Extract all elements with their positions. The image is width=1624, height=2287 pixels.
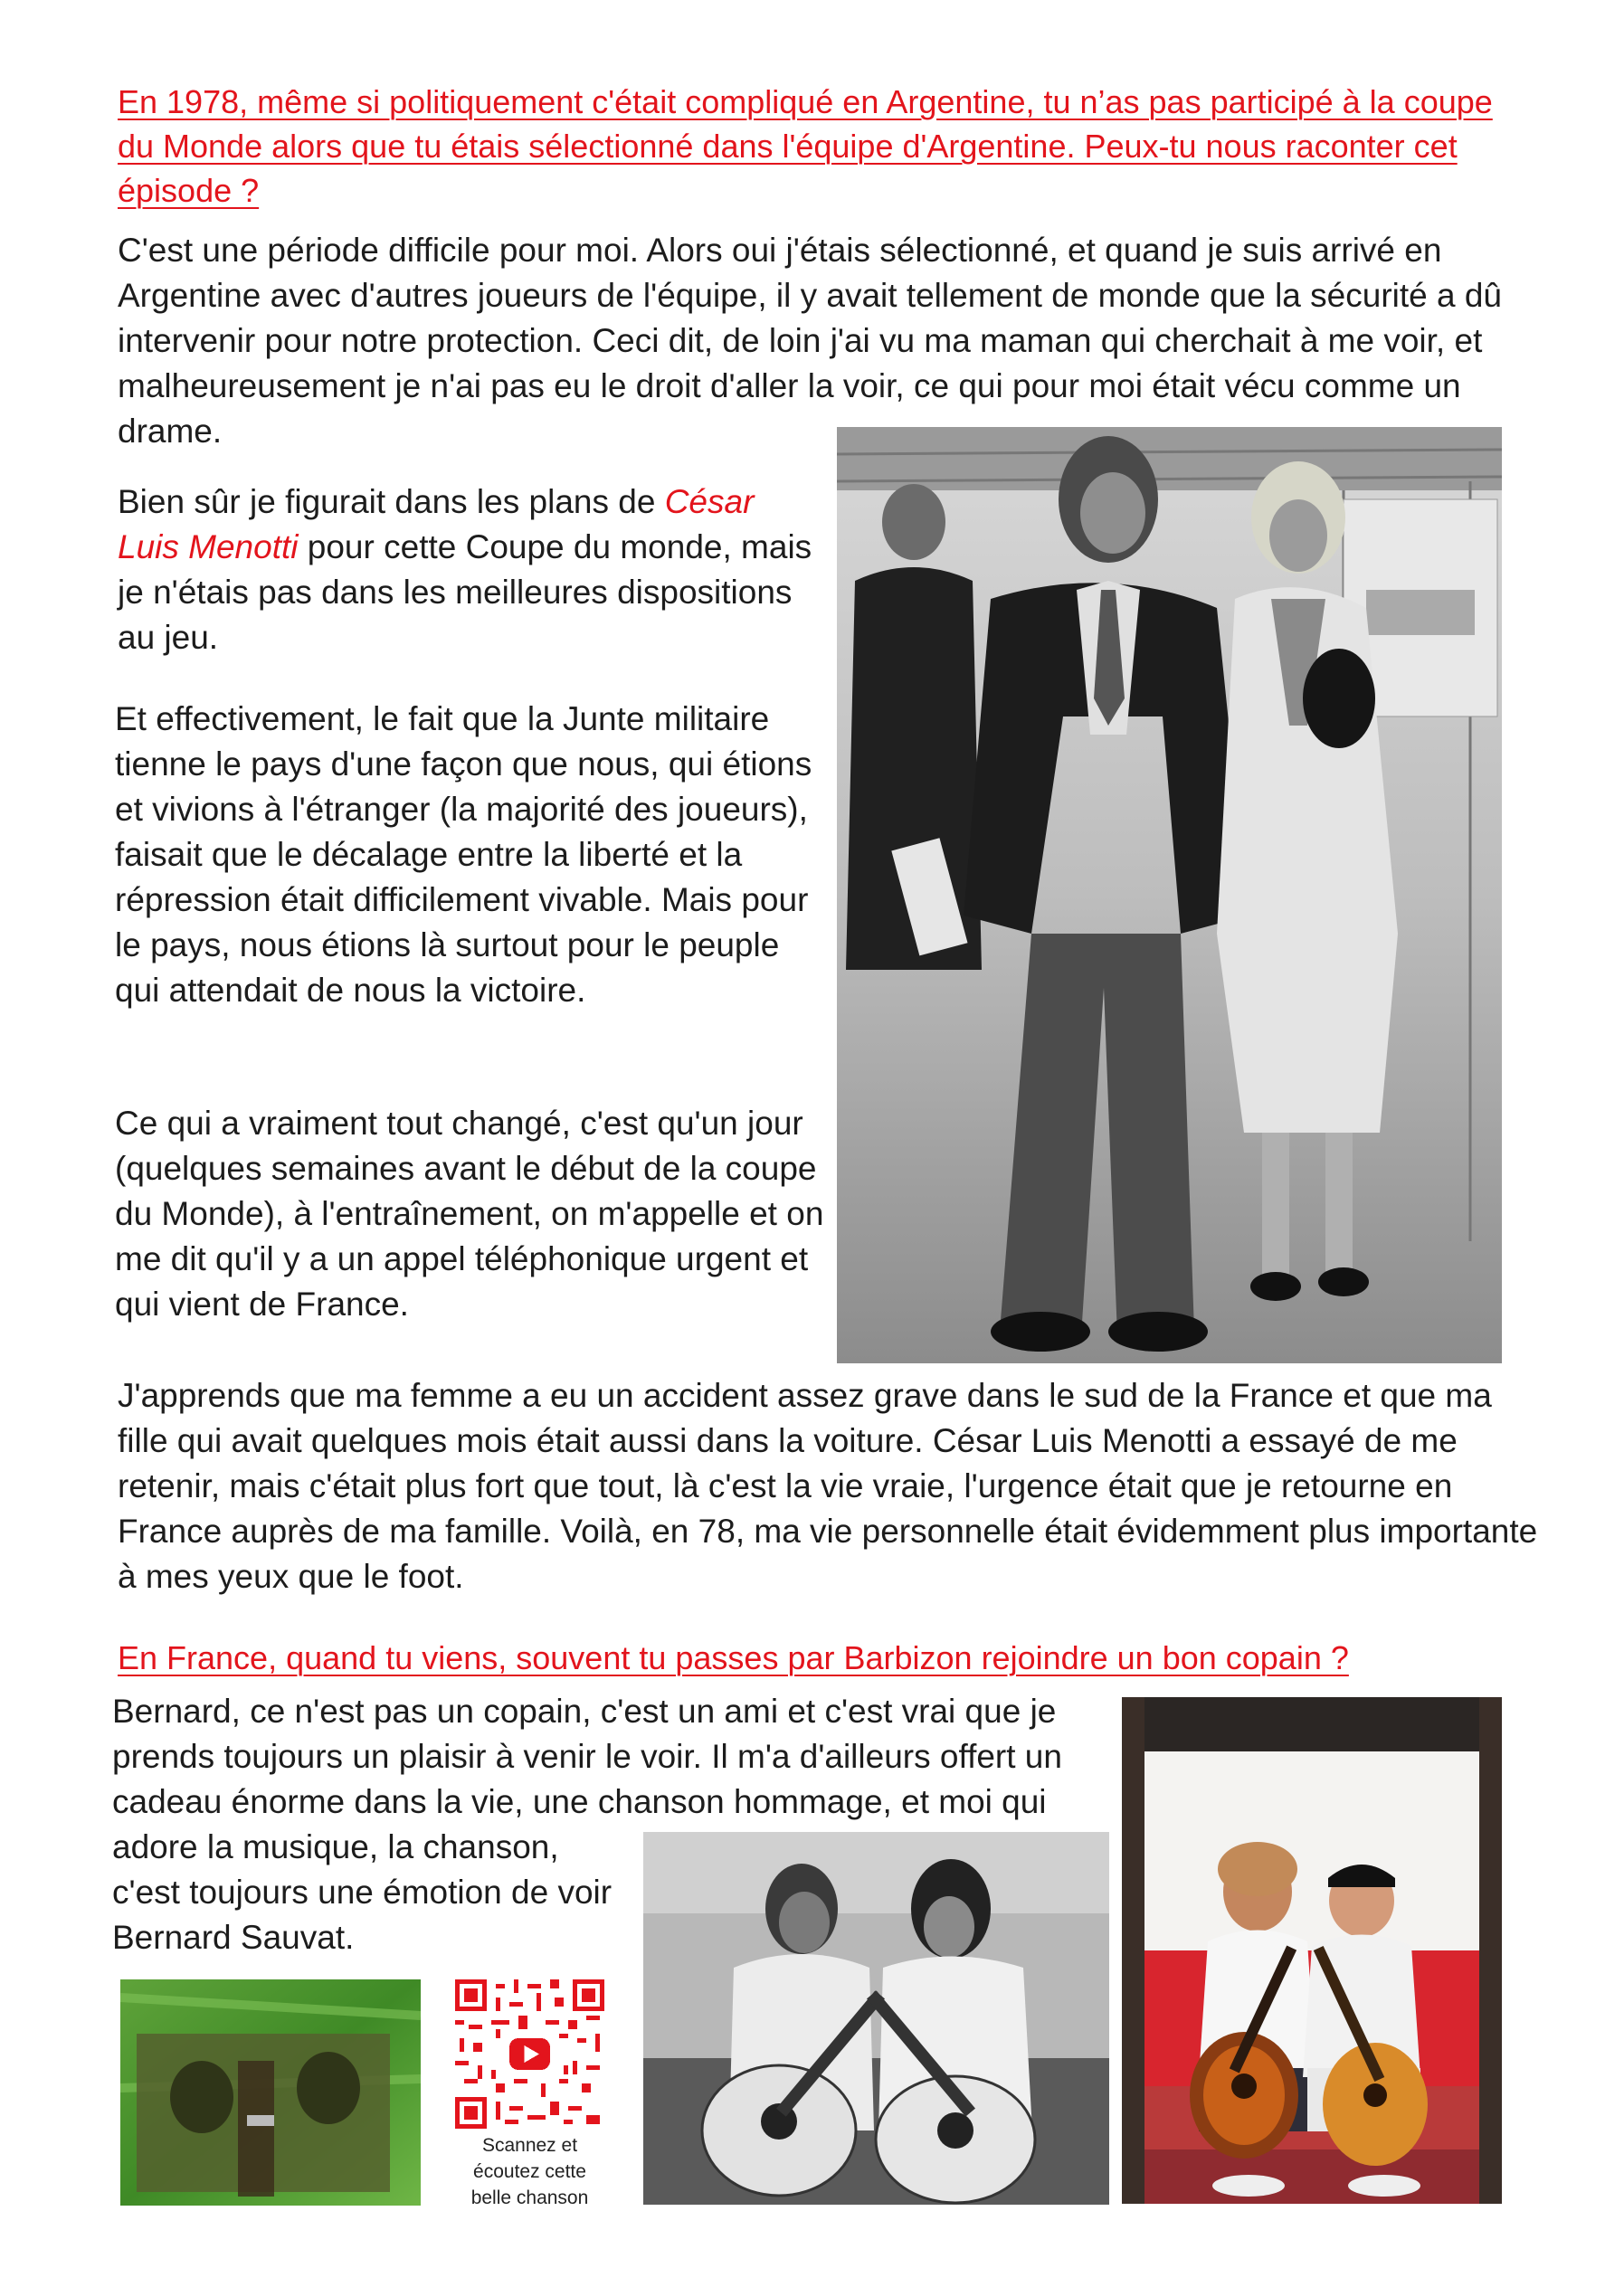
qr-code[interactable] xyxy=(455,1979,604,2129)
interview-question-2: En France, quand tu viens, souvent tu passes par Barbizon rejoindre un bon copain ? xyxy=(118,1639,1349,1676)
video-thumbnail[interactable] xyxy=(120,1979,421,2206)
answer-paragraph-2: Bien sûr je figurait dans les plans de César Luis Menotti pour cette Coupe du monde, mais je n'étais pas dans les meilleures dispositions au jeu. xyxy=(118,483,812,656)
interview-question-1: En 1978, même si politiquement c'était compliqué en Argentine, tu n’as pas participé à la coupe du Monde alors que tu étais sélectionné dans l'équipe d'Argentine. Peux-tu nous raconter cet épisode ? xyxy=(118,83,1493,209)
answer-paragraph-4: Ce qui a vraiment tout changé, c'est qu'un jour (quelques semaines avant le début de la coupe du Monde), à l'entraînement, on m'appelle et on me dit qu'il y a un appel téléphonique urgent et qui vient de France. xyxy=(115,1105,824,1323)
airport-photo xyxy=(837,427,1502,1363)
answer-paragraph-6a: Bernard, ce n'est pas un copain, c'est un ami et c'est vrai que je prends toujours un plaisir à venir le voir. Il m'a d'ailleurs offert un cadeau énorme dans la vie, une chanson hommage, et moi qui xyxy=(112,1693,1062,1820)
guitar-duo-bw-photo xyxy=(643,1832,1109,2205)
answer-paragraph-5: J'apprends que ma femme a eu un accident assez grave dans le sud de la France et que ma fille qui avait quelques mois était aussi dans la voiture. César Luis Menotti a essayé de me retenir, mais c'était plus fort que tout, là c'est la vie vraie, l'urgence était que je retourne en France auprès de ma famille. Voilà, en 78, ma vie personnelle était évidemment plus importante à mes yeux que le foot. xyxy=(118,1377,1538,1595)
answer-paragraph-3: Et effectivement, le fait que la Junte militaire tienne le pays d'une façon que nous, qui étions et vivions à l'étranger (la majorité des joueurs), faisait que le décalage entre la liberté et la répression était difficilement vivable. Mais pour le pays, nous étions là surtout pour le peuple qui attendait de nous la victoire. xyxy=(115,700,812,1009)
qr-caption: Scannez et écoutez cette belle chanson xyxy=(470,2135,589,2208)
coach-name: César Luis Menotti xyxy=(118,483,755,565)
guitar-duo-color-photo xyxy=(1122,1697,1502,2204)
answer-paragraph-1: C'est une période difficile pour moi. Alors oui j'étais sélectionné, et quand je suis arrivé en Argentine avec d'autres joueurs de l'équipe, il y avait tellement de monde que la sécurité a dû intervenir pour notre protection. Ceci dit, de loin j'ai vu ma maman qui cherchait à me voir, et malheureusement je n'ai pas eu le droit d'aller la voir, ce qui pour moi était vécu comme un drame. xyxy=(118,232,1503,450)
answer-paragraph-6b: adore la musique, la chanson, c'est toujours une émotion de voir Bernard Sauvat. xyxy=(112,1828,613,1956)
